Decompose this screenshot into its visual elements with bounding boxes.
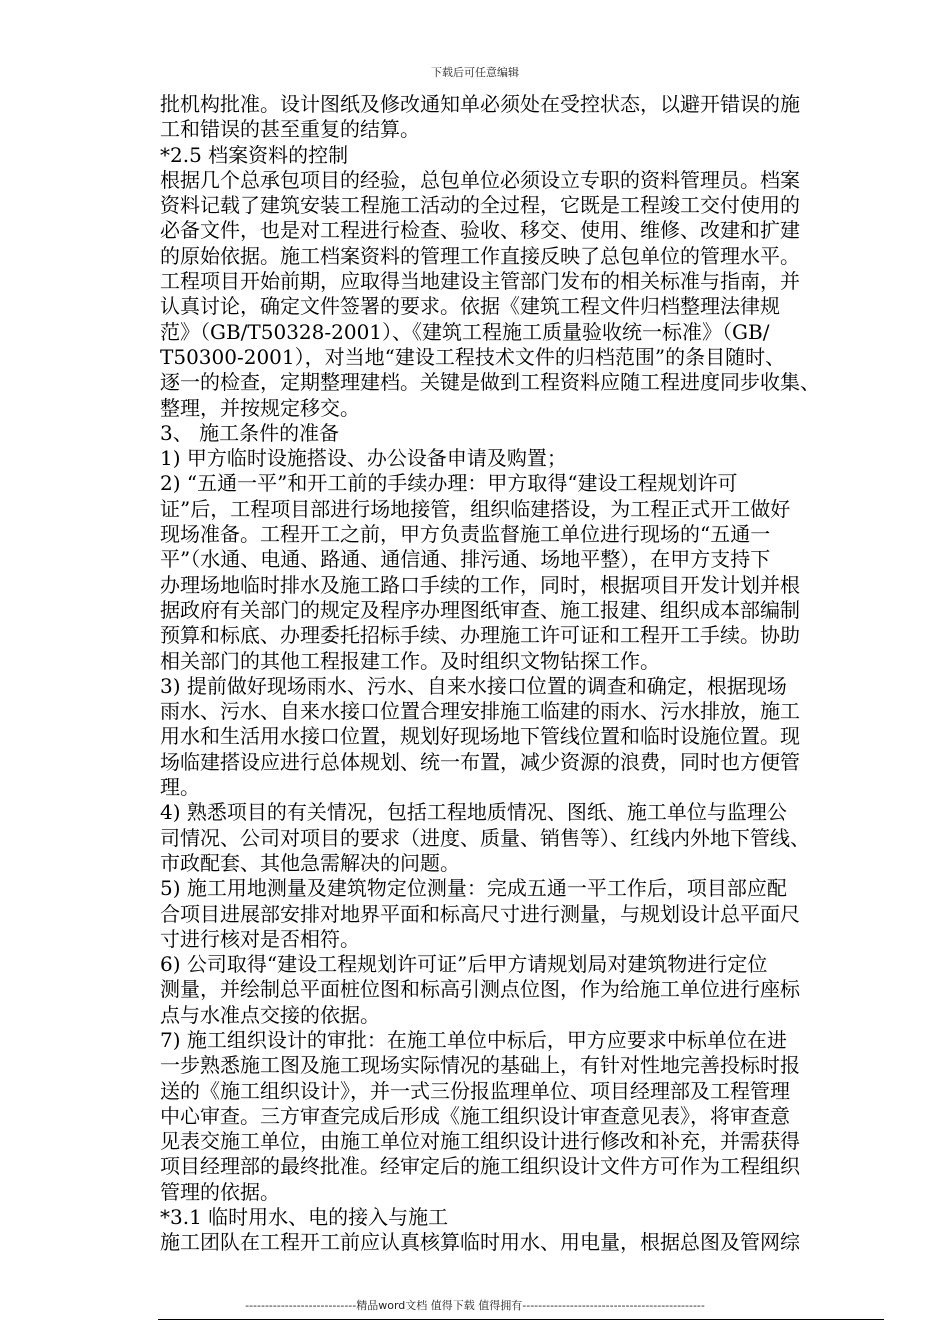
footer-rule [158,1319,884,1320]
text-line: 项目经理部的最终批准。经审定后的施工组织设计文件方可作为工程组织 [160,1154,800,1179]
text-line: 范》（GB/T50328-2001）、《建筑工程施工质量验收统一标准》（GB/ [160,319,770,344]
text-line: 送的《施工组织设计》，并一式三份报监理单位、项目经理部及工程管理 [160,1078,790,1103]
text-line: 工程项目开始前期，应取得当地建设主管部门发布的相关标准与指南，并 [160,269,800,294]
text-line: 市政配套、其他急需解决的问题。 [160,850,460,875]
text-line: 据政府有关部门的规定及程序办理图纸审查、施工报建、组织成本部编制 [160,597,800,622]
text-line: 批机构批准。设计图纸及修改通知单必须处在受控状态，以避开错误的施 [160,92,800,116]
text-line: 根据几个总承包项目的经验，总包单位必须设立专职的资料管理员。档案 [160,167,800,192]
text-line: 平”（水通、电通、路通、通信通、排污通、场地平整），在甲方支持下 [160,547,771,572]
text-line: 相关部门的其他工程报建工作。及时组织文物钻探工作。 [160,648,660,673]
text-line: 预算和标底、办理委托招标手续、办理施工许可证和工程开工手续。协助 [160,623,800,648]
text-line: 资料记载了建筑安装工程施工活动的全过程，它既是工程竣工交付使用的 [160,193,800,218]
text-line: 2) “五通一平”和开工前的手续办理：甲方取得“建设工程规划许可 [160,471,738,496]
text-line: 现场准备。工程开工之前，甲方负责监督施工单位进行现场的“五通一 [160,522,771,547]
text-line: 测量，并绘制总平面桩位图和标高引测点位图，作为给施工单位进行座标 [160,977,800,1002]
text-line: 逐一的检查，定期整理建档。关键是做到工程资料应随工程进度同步收集、 [160,370,820,395]
text-line: 3) 提前做好现场雨水、污水、自来水接口位置的调查和确定，根据现场 [160,673,787,698]
text-line: T50300-2001），对当地“建设工程技术文件的归档范围”的条目随时、 [160,344,786,369]
text-line: 管理的依据。 [160,1179,280,1204]
text-line: 认真讨论，确定文件签署的要求。依据《建筑工程文件归档整理法律规 [160,294,780,319]
text-line: 一步熟悉施工图及施工现场实际情况的基础上，有针对性地完善投标时报 [160,1053,800,1078]
text-line: 合项目进展部安排对地界平面和标高尺寸进行测量，与规划设计总平面尺 [160,901,800,926]
page-footer: ----------------------------精品word文档 值得下载 值得拥有---------------------------------------------- [245,1299,705,1312]
text-line: 工和错误的甚至重复的结算。 [160,117,420,142]
text-line: 司情况、公司对项目的要求（进度、质量、销售等）、红线内外地下管线、 [160,825,810,850]
text-line: 6) 公司取得“建设工程规划许可证”后甲方请规划局对建筑物进行定位 [160,952,768,977]
text-line: *3.1 临时用水、电的接入与施工 [160,1205,449,1230]
text-line: *2.5 档案资料的控制 [160,142,349,167]
text-line: 7) 施工组织设计的审批：在施工单位中标后，甲方应要求中标单位在进 [160,1027,787,1052]
text-line: 点与水准点交接的依据。 [160,1002,380,1027]
text-line: 必备文件，也是对工程进行检查、验收、移交、使用、维修、改建和扩建 [160,218,800,243]
text-line: 1) 甲方临时设施搭设、办公设备申请及购置； [160,446,567,471]
document-body [160,92,886,1256]
text-line: 中心审查。三方审查完成后形成《施工组织设计审查意见表》，将审查意 [160,1103,790,1128]
text-line: 3、 施工条件的准备 [160,420,340,445]
text-line: 理。 [160,775,200,800]
text-line: 施工团队在工程开工前应认真核算临时用水、用电量，根据总图及管网综 [160,1230,800,1255]
text-line: 整理，并按规定移交。 [160,395,360,420]
text-line: 4) 熟悉项目的有关情况，包括工程地质情况、图纸、施工单位与监理公 [160,800,787,825]
text-line: 的原始依据。施工档案资料的管理工作直接反映了总包单位的管理水平。 [160,243,800,268]
text-line: 见表交施工单位，由施工单位对施工组织设计进行修改和补充，并需获得 [160,1129,800,1154]
text-line: 证”后，工程项目部进行场地接管，组织临建搭设，为工程正式开工做好 [160,496,791,521]
text-line: 雨水、污水、自来水接口位置合理安排施工临建的雨水、污水排放，施工 [160,699,800,724]
text-line: 场临建搭设应进行总体规划、统一布置，减少资源的浪费，同时也方便管 [160,749,800,774]
text-line: 用水和生活用水接口位置，规划好现场地下管线位置和临时设施位置。现 [160,724,800,749]
text-line: 办理场地临时排水及施工路口手续的工作，同时，根据项目开发计划并根 [160,572,800,597]
text-line: 5) 施工用地测量及建筑物定位测量：完成五通一平工作后，项目部应配 [160,876,787,901]
page-header: 下载后可任意编辑 [431,66,519,79]
text-line: 寸进行核对是否相符。 [160,926,360,951]
